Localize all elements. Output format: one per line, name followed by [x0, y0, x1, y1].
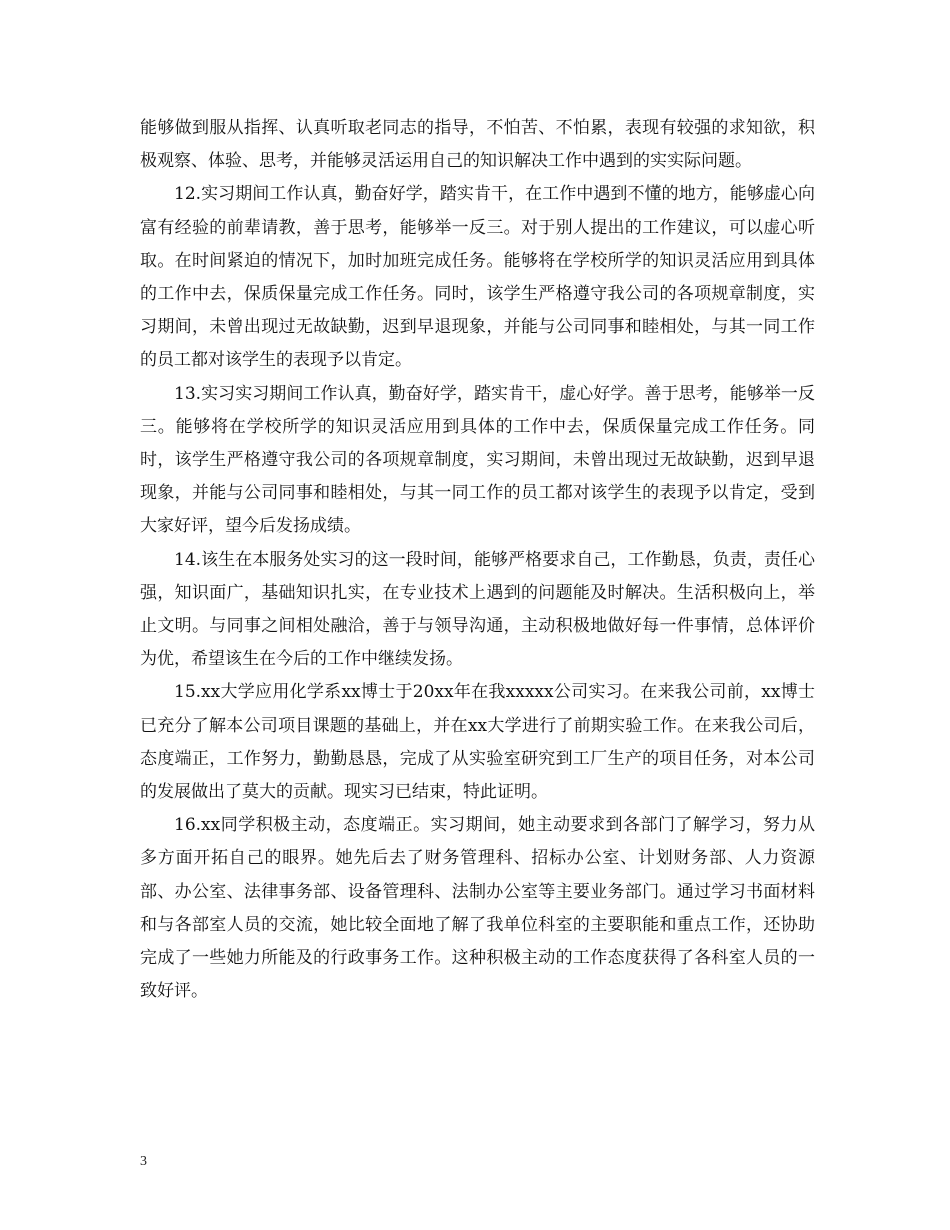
- paragraph-continuation: 能够做到服从指挥、认真听取老同志的指导，不怕苦、不怕累，表现有较强的求知欲，积极观察、体验、思考，并能够灵活运用自己的知识解决工作中遇到的实实际问题。: [140, 118, 815, 172]
- paragraph-item-14: 14.该生在本服务处实习的这一段时间，能够严格要求自己，工作勤恳，负责，责任心强，知识面广，基础知识扎实，在专业技术上遇到的问题能及时解决。生活积极向上，举止文明。与同事之间相处融洽，善于与领导沟通，主动积极地做好每一件事情，总体评价为优，希望该生在今后的工作中继续发扬。: [140, 549, 815, 670]
- paragraph-item-13: 13.实习实习期间工作认真，勤奋好学，踏实肯干，虚心好学。善于思考，能够举一反三。能够将在学校所学的知识灵活应用到具体的工作中去，保质保量完成工作任务。同时，该学生严格遵守我公司的各项规章制度，实习期间，未曾出现过无故缺勤，迟到早退现象，并能与公司同事和睦相处，与其一同工作的员工都对该学生的表现予以肯定，受到大家好评，望今后发扬成绩。: [140, 383, 815, 537]
- paragraph-item-15: 15.xx大学应用化学系xx博士于20xx年在我xxxxx公司实习。在来我公司前，xx博士已充分了解本公司项目课题的基础上，并在xx大学进行了前期实验工作。在来我公司后，态度端正，工作努力，勤勤恳恳，完成了从实验室研究到工厂生产的项目任务，对本公司的发展做出了莫大的贡献。现实习已结束，特此证明。: [140, 682, 815, 803]
- paragraph-item-16: 16.xx同学积极主动，态度端正。实习期间，她主动要求到各部门了解学习，努力从多方面开拓自己的眼界。她先后去了财务管理科、招标办公室、计划财务部、人力资源部、办公室、法律事务部、设备管理科、法制办公室等主要业务部门。通过学习书面材料和与各部室人员的交流，她比较全面地了解了我单位科室的主要职能和重点工作，还协助完成了一些她力所能及的行政事务工作。这种积极主动的工作态度获得了各科室人员的一致好评。: [140, 815, 815, 1002]
- page-number: 3: [140, 1154, 147, 1169]
- document-body: [140, 112, 815, 1008]
- paragraph-item-12: 12.实习期间工作认真，勤奋好学，踏实肯干，在工作中遇到不懂的地方，能够虚心向富有经验的前辈请教，善于思考，能够举一反三。对于别人提出的工作建议，可以虚心听取。在时间紧迫的情况下，加时加班完成任务。能够将在学校所学的知识灵活应用到具体的工作中去，保质保量完成工作任务。同时，该学生严格遵守我公司的各项规章制度，实习期间，未曾出现过无故缺勤，迟到早退现象，并能与公司同事和睦相处，与其一同工作的员工都对该学生的表现予以肯定。: [140, 184, 815, 371]
